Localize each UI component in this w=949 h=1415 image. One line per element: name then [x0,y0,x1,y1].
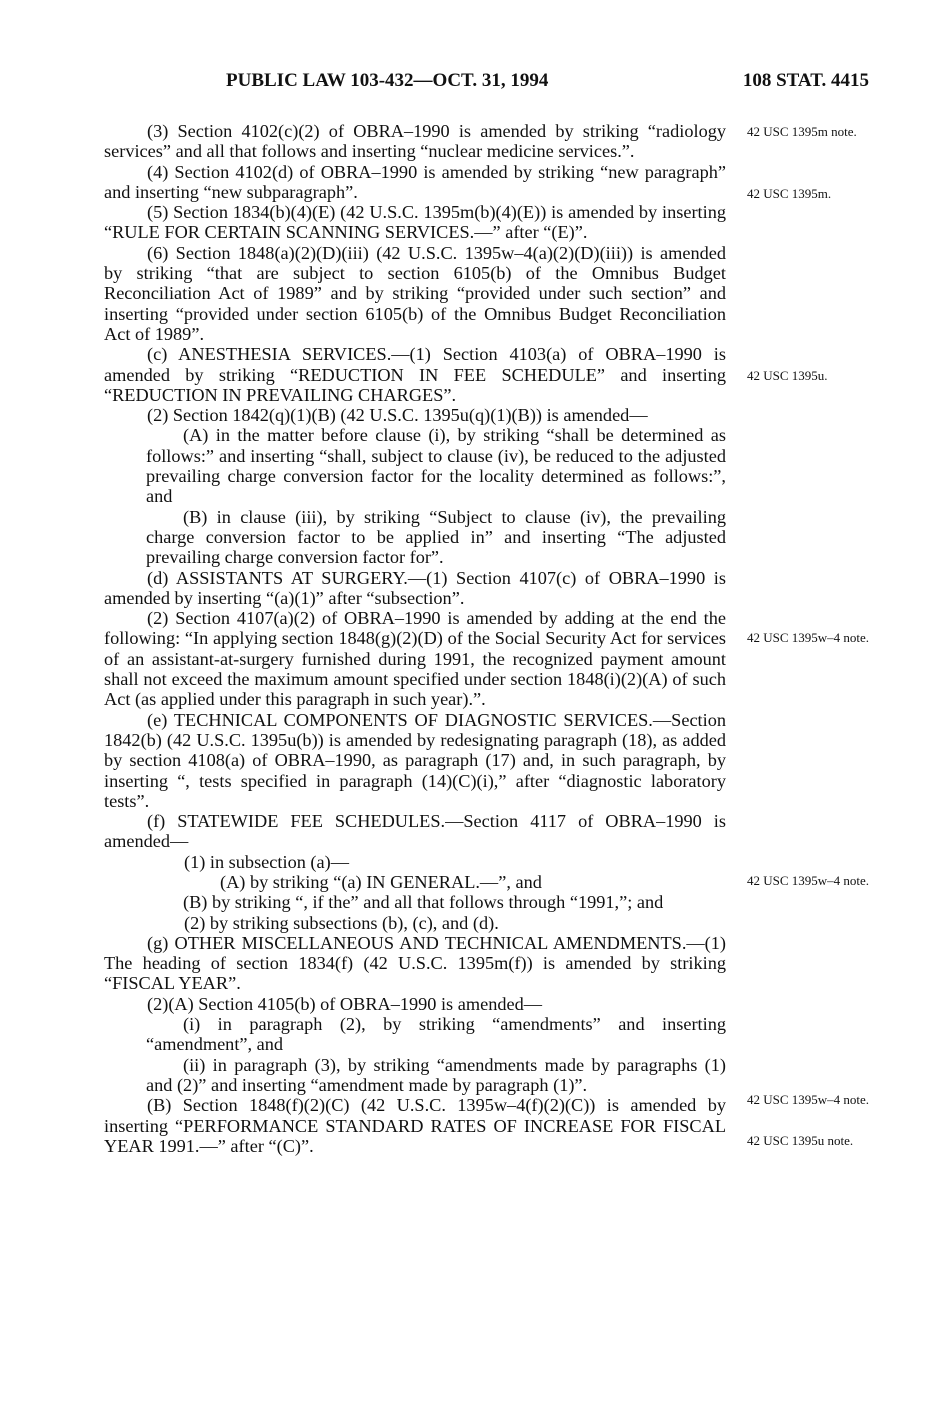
paragraph: (e) TECHNICAL COMPONENTS OF DIAGNOSTIC SERVICES.—Section 1842(b) (42 U.S.C. 1395u(b)) is amended by redesignating paragraph (18), as added by section 4108(a) of OBRA–1990, as paragraph (17) and, in such paragraph, by inserting “, tests specified in paragraph (14)(C)(i),” after “diagnostic laboratory tests”. [104,709,726,811]
paragraph: (2) Section 1842(q)(1)(B) (42 U.S.C. 1395u(q)(1)(B)) is amended— [147,405,648,426]
paragraph: (1) in subsection (a)— [184,851,349,872]
paragraph: (2)(A) Section 4105(b) of OBRA–1990 is amended— [147,993,543,1014]
margin-note: 42 USC 1395w–4 note. [747,873,870,888]
paragraph: (3) Section 4102(c)(2) of OBRA–1990 is amended by striking “radiology services” and all that follows and inserting “nuclear medicine services.”. [104,121,726,162]
paragraph: (ii) in paragraph (3), by striking “amendments made by paragraphs (1) and (2)” and inserting “amendment made by paragraph (1)”. [146,1054,726,1095]
document-body [104,121,726,1156]
margin-note: 42 USC 1395u note. [747,1133,854,1148]
paragraph: (B) by striking “, if the” and all that follows through “1991,”; and [183,892,664,913]
paragraph: (c) ANESTHESIA SERVICES.—(1) Section 4103(a) of OBRA–1990 is amended by striking “REDUCTION IN FEE SCHEDULE” and inserting “REDUCTION IN PREVAILING CHARGES”. [104,344,726,405]
margin-note: 42 USC 1395m note. [747,124,857,139]
page-header [226,70,869,104]
margin-note: 42 USC 1395m. [747,186,832,201]
margin-note: 42 USC 1395u. [747,368,828,383]
header-title: PUBLIC LAW 103-432—OCT. 31, 1994 [226,70,549,91]
margin-note: 42 USC 1395w–4 note. [747,630,870,645]
header-page-number: 108 STAT. 4415 [742,70,869,91]
paragraph: (A) by striking “(a) IN GENERAL.—”, and [220,871,542,892]
margin-note: 42 USC 1395w–4 note. [747,1092,870,1107]
paragraph: (2) by striking subsections (b), (c), and (d). [184,912,499,933]
paragraph: (A) in the matter before clause (i), by striking “shall be determined as follows:” and inserting “shall, subject to clause (iv), be reduced to the adjusted prevailing charge conversion factor for the locality determined as follows:”, and [146,425,726,507]
paragraph: (d) ASSISTANTS AT SURGERY.—(1) Section 4107(c) of OBRA–1990 is amended by inserting “(a)(1)” after “subsection”. [104,567,726,608]
paragraph: (2) Section 4107(a)(2) of OBRA–1990 is amended by adding at the end the following: “In applying section 1848(g)(2)(D) of the Social Security Act for services of an assistant-at-surgery furnished during 1991, the recognized payment amount shall not exceed the maximum amount specified under section 1848(i)(2)(A) of such Act (as applied under this paragraph in such year).”. [104,608,726,710]
paragraph: (B) Section 1848(f)(2)(C) (42 U.S.C. 1395w–4(f)(2)(C)) is amended by inserting “PERFORMANCE STANDARD RATES OF INCREASE FOR FISCAL YEAR 1991.—” after “(C)”. [104,1095,726,1156]
paragraph: (5) Section 1834(b)(4)(E) (42 U.S.C. 1395m(b)(4)(E)) is amended by inserting “RULE FOR CERTAIN SCANNING SERVICES.—” after “(E)”. [104,202,726,243]
paragraph: (i) in paragraph (2), by striking “amendments” and inserting “amendment”, and [146,1014,726,1055]
paragraph: (B) in clause (iii), by striking “Subject to clause (iv), the prevailing charge conversion factor to be applied in” and inserting “The adjusted prevailing charge conversion factor for”. [146,506,726,568]
paragraph: (6) Section 1848(a)(2)(D)(iii) (42 U.S.C. 1395w–4(a)(2)(D)(iii)) is amended by striking “that are subject to section 6105(b) of the Omnibus Budget Reconciliation Act of 1989” and by striking “provided under such section” and inserting “provided under section 6105(b) of the Omnibus Budget Reconciliation Act of 1989”. [104,242,726,344]
paragraph: (f) STATEWIDE FEE SCHEDULES.—Section 4117 of OBRA–1990 is amended— [104,811,726,852]
paragraph: (g) OTHER MISCELLANEOUS AND TECHNICAL AMENDMENTS.—(1) The heading of section 1834(f) (42 U.S.C. 1395m(f)) is amended by striking “FISCAL YEAR”. [104,932,726,994]
paragraph: (4) Section 4102(d) of OBRA–1990 is amended by striking “new paragraph” and inserting “new subparagraph”. [104,161,726,202]
